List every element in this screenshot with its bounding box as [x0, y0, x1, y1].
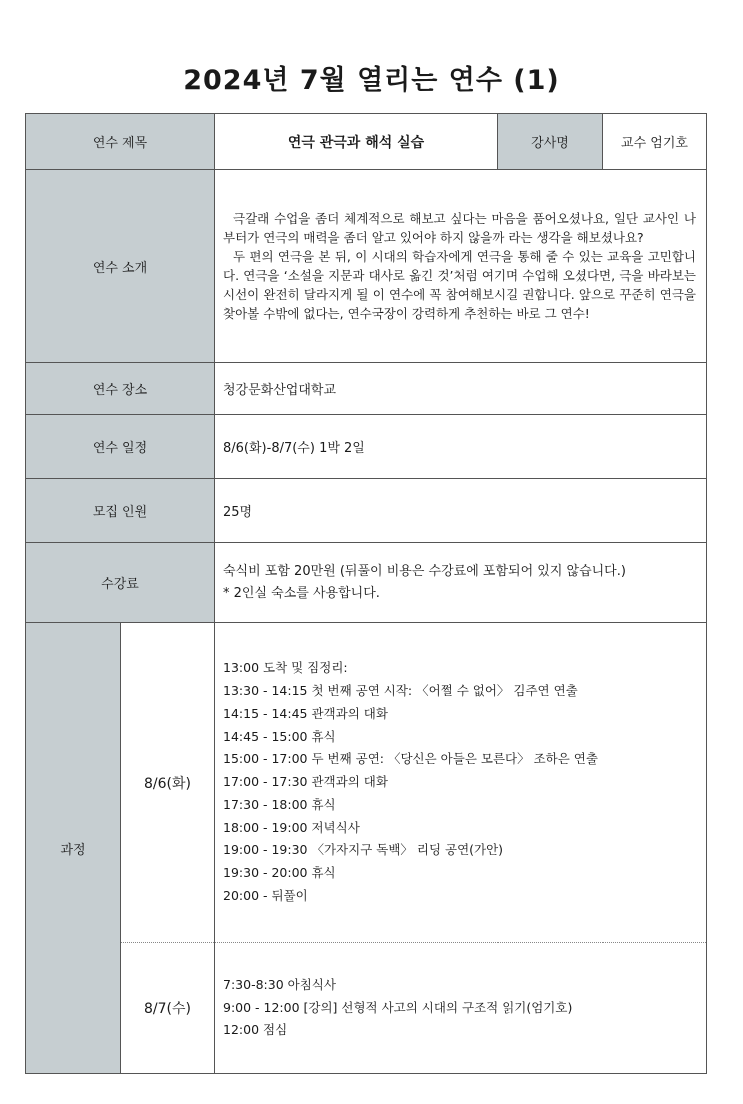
day-label: 8/7(수)	[121, 943, 215, 1074]
capacity-label: 모집 인원	[26, 479, 215, 543]
day-schedule	[215, 943, 707, 1074]
intro-paragraph: 극갈래 수업을 좀더 체계적으로 해보고 싶다는 마음을 품어오셨나요, 일단 교사인 나부터가 연극의 매력을 좀더 알고 있어야 하지 않을까 라는 생각을 해보셨나요?	[223, 211, 696, 245]
schedule-item: 12:00 점심	[223, 1022, 288, 1038]
place-value: 청강문화산업대학교	[215, 363, 707, 415]
intro-label: 연수 소개	[26, 170, 215, 363]
course-title-value: 연극 관극과 해석 실습	[215, 114, 498, 170]
schedule-item: 13:00 도착 및 짐정리:	[223, 660, 348, 676]
schedule-value: 8/6(화)-8/7(수) 1박 2일	[215, 415, 707, 479]
course-label: 과정	[26, 623, 121, 1074]
intro-text	[215, 170, 707, 363]
course-info-table	[25, 113, 707, 1074]
instructor-value: 교수 엄기호	[603, 114, 707, 170]
course-title-label: 연수 제목	[26, 114, 215, 170]
page-title: 2024년 7월 열리는 연수 (1)	[183, 65, 560, 96]
instructor-label: 강사명	[498, 114, 603, 170]
fee-label: 수강료	[26, 543, 215, 623]
fee-note: * 2인실 숙소를 사용합니다.	[223, 585, 380, 601]
schedule-item: 20:00 - 뒤풀이	[223, 888, 308, 904]
schedule-item: 7:30-8:30 아침식사	[223, 976, 336, 992]
schedule-item: 18:00 - 19:00 저녁식사	[223, 819, 360, 835]
schedule-item: 14:45 - 15:00 휴식	[223, 728, 336, 744]
day-label: 8/6(화)	[121, 623, 215, 943]
schedule-item: 19:00 - 19:30 〈가자지구 독백〉 리딩 공연(가안)	[223, 842, 504, 858]
fee-line: 숙식비 포함 20만원 (뒤풀이 비용은 수강료에 포함되어 있지 않습니다.)	[223, 563, 626, 579]
schedule-item: 15:00 - 17:00 두 번째 공연: 〈당신은 아들은 모른다〉 조하은 연출	[223, 751, 598, 767]
fee-value	[215, 543, 707, 623]
schedule-item: 9:00 - 12:00 [강의] 선형적 사고의 시대의 구조적 읽기(엄기호)	[223, 999, 573, 1015]
day-schedule	[215, 623, 707, 943]
schedule-item: 17:30 - 18:00 휴식	[223, 796, 336, 812]
place-label: 연수 장소	[26, 363, 215, 415]
schedule-label: 연수 일정	[26, 415, 215, 479]
schedule-item: 14:15 - 14:45 관객과의 대화	[223, 705, 388, 721]
intro-paragraph: 두 편의 연극을 본 뒤, 이 시대의 학습자에게 연극을 통해 줄 수 있는 교육을 고민합니다. 연극을 ‘소설을 지문과 대사로 옮긴 것’처럼 여기며 수업해 오셨다면, 극을 바라보는 시선이 완전히 달라지게 될 이 연수에 꼭 참여해보시길 권합니다. 앞으로 꾸준히 연극을 찾아볼 수밖에 없다는, 연수국장이 강력하게 추천하는 바로 그 연수!	[223, 249, 696, 321]
schedule-item: 13:30 - 14:15 첫 번째 공연 시작: 〈어쩔 수 없어〉 김주연 연출	[223, 682, 578, 698]
capacity-value: 25명	[215, 479, 707, 543]
schedule-item: 19:30 - 20:00 휴식	[223, 865, 336, 881]
schedule-item: 17:00 - 17:30 관객과의 대화	[223, 774, 388, 790]
